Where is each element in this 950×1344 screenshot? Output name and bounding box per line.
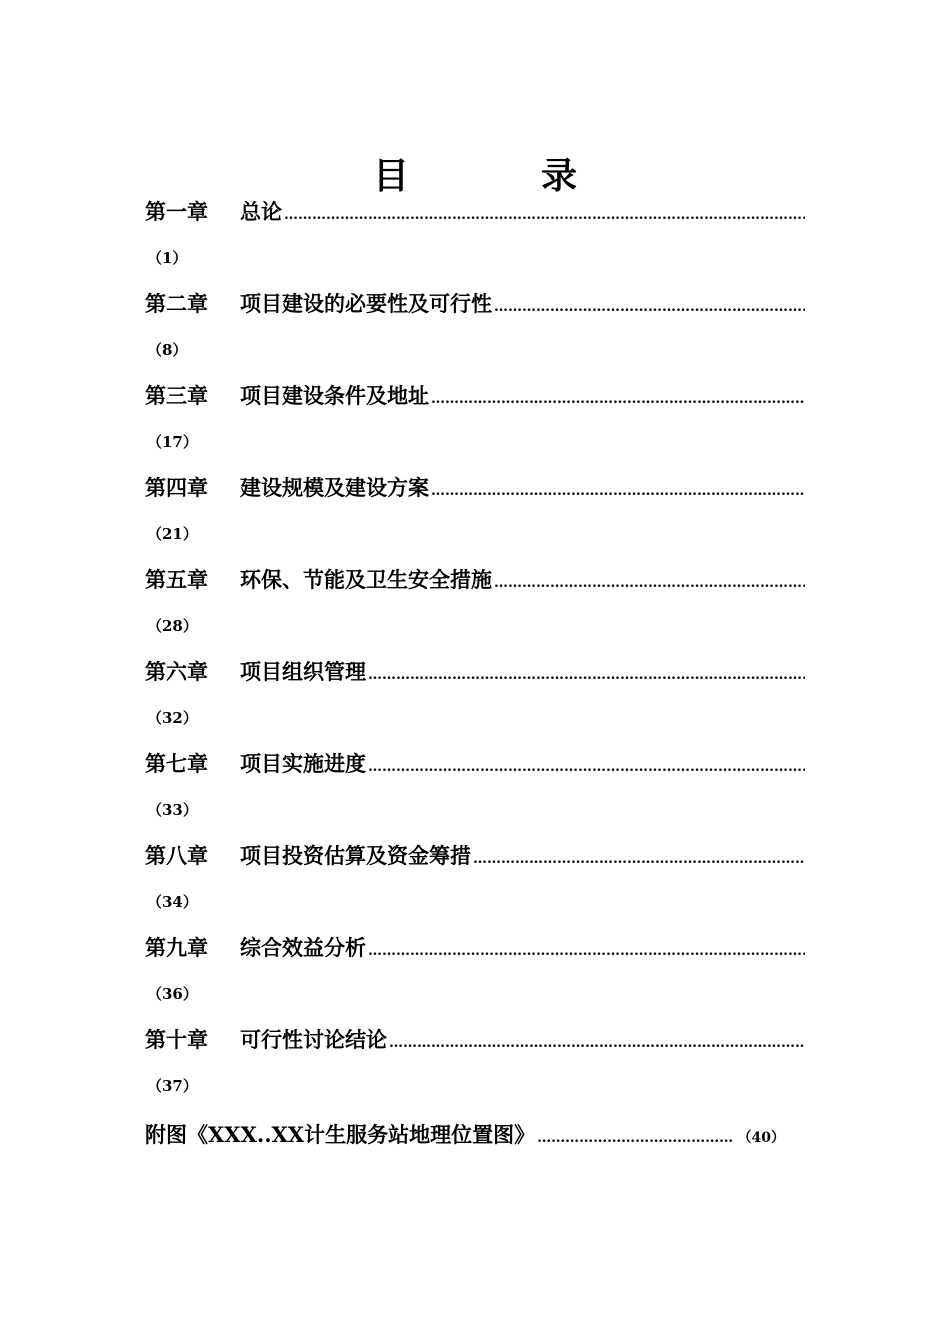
- chapter-title: 环保、节能及卫生安全措施: [240, 567, 492, 592]
- chapter-title: 总论: [240, 199, 282, 224]
- toc-line: [145, 471, 805, 505]
- toc-line: [145, 563, 805, 597]
- dot-leader: [431, 474, 805, 505]
- chapter-number: 第七章: [145, 751, 208, 776]
- toc-entry-3: [145, 379, 805, 471]
- toc-entry-7: [145, 747, 805, 839]
- dot-leader: [494, 566, 805, 597]
- toc-line: [145, 655, 805, 689]
- chapter-number: 第六章: [145, 659, 208, 684]
- page-number: （36）: [147, 985, 198, 1003]
- toc-entry-4: [145, 471, 805, 563]
- toc-entry-10: [145, 1023, 805, 1115]
- page-number: （21）: [147, 525, 198, 543]
- dot-leader: [368, 750, 805, 781]
- dot-leader: [389, 1026, 805, 1057]
- dot-leader: [368, 658, 805, 689]
- toc-line: [145, 747, 805, 781]
- toc-entry-6: [145, 655, 805, 747]
- toc-line: [145, 1023, 805, 1057]
- toc-line: [145, 839, 805, 873]
- chapter-title: 可行性讨论结论: [240, 1027, 387, 1052]
- appendix-title: 附图《XXX..XX计生服务站地理位置图》: [145, 1122, 536, 1147]
- toc-line: [145, 931, 805, 965]
- chapter-title: 项目投资估算及资金筹措: [240, 843, 471, 868]
- chapter-title: 项目建设的必要性及可行性: [240, 291, 492, 316]
- toc-entry-2: [145, 287, 805, 379]
- toc-entry-1: [145, 195, 805, 287]
- toc-entry-5: [145, 563, 805, 655]
- table-of-contents: [145, 195, 805, 1155]
- chapter-number: 第八章: [145, 843, 208, 868]
- page-number: （8）: [147, 341, 188, 359]
- chapter-number: 第二章: [145, 291, 208, 316]
- page-title: 目 录: [372, 155, 625, 197]
- chapter-number: 第十章: [145, 1027, 208, 1052]
- chapter-number: 第三章: [145, 383, 208, 408]
- dot-leader: [473, 842, 805, 873]
- page-number: （34）: [147, 893, 198, 911]
- toc-line: [145, 287, 805, 321]
- chapter-number: 第九章: [145, 935, 208, 960]
- toc-entry-8: [145, 839, 805, 931]
- dot-leader: [284, 198, 805, 229]
- page-number: （37）: [147, 1077, 198, 1095]
- dot-leader: [431, 382, 805, 413]
- toc-line: [145, 379, 805, 413]
- chapter-number: 第四章: [145, 475, 208, 500]
- chapter-title: 项目组织管理: [240, 659, 366, 684]
- page-number: （28）: [147, 617, 198, 635]
- chapter-title: 项目建设条件及地址: [240, 383, 429, 408]
- dot-leader: [537, 1118, 733, 1158]
- page-number: （1）: [147, 249, 188, 267]
- appendix-page-number: （40）: [737, 1130, 785, 1146]
- page-number: （33）: [147, 801, 198, 819]
- toc-line: [145, 195, 805, 229]
- chapter-number: 第一章: [145, 199, 208, 224]
- chapter-number: 第五章: [145, 567, 208, 592]
- page-number: （32）: [147, 709, 198, 727]
- toc-entry-9: [145, 931, 805, 1023]
- dot-leader: [368, 934, 805, 965]
- toc-entry-appendix: [145, 1115, 785, 1155]
- chapter-title: 项目实施进度: [240, 751, 366, 776]
- dot-leader: [494, 290, 805, 321]
- chapter-title: 综合效益分析: [240, 935, 366, 960]
- chapter-title: 建设规模及建设方案: [240, 475, 429, 500]
- page-number: （17）: [147, 433, 198, 451]
